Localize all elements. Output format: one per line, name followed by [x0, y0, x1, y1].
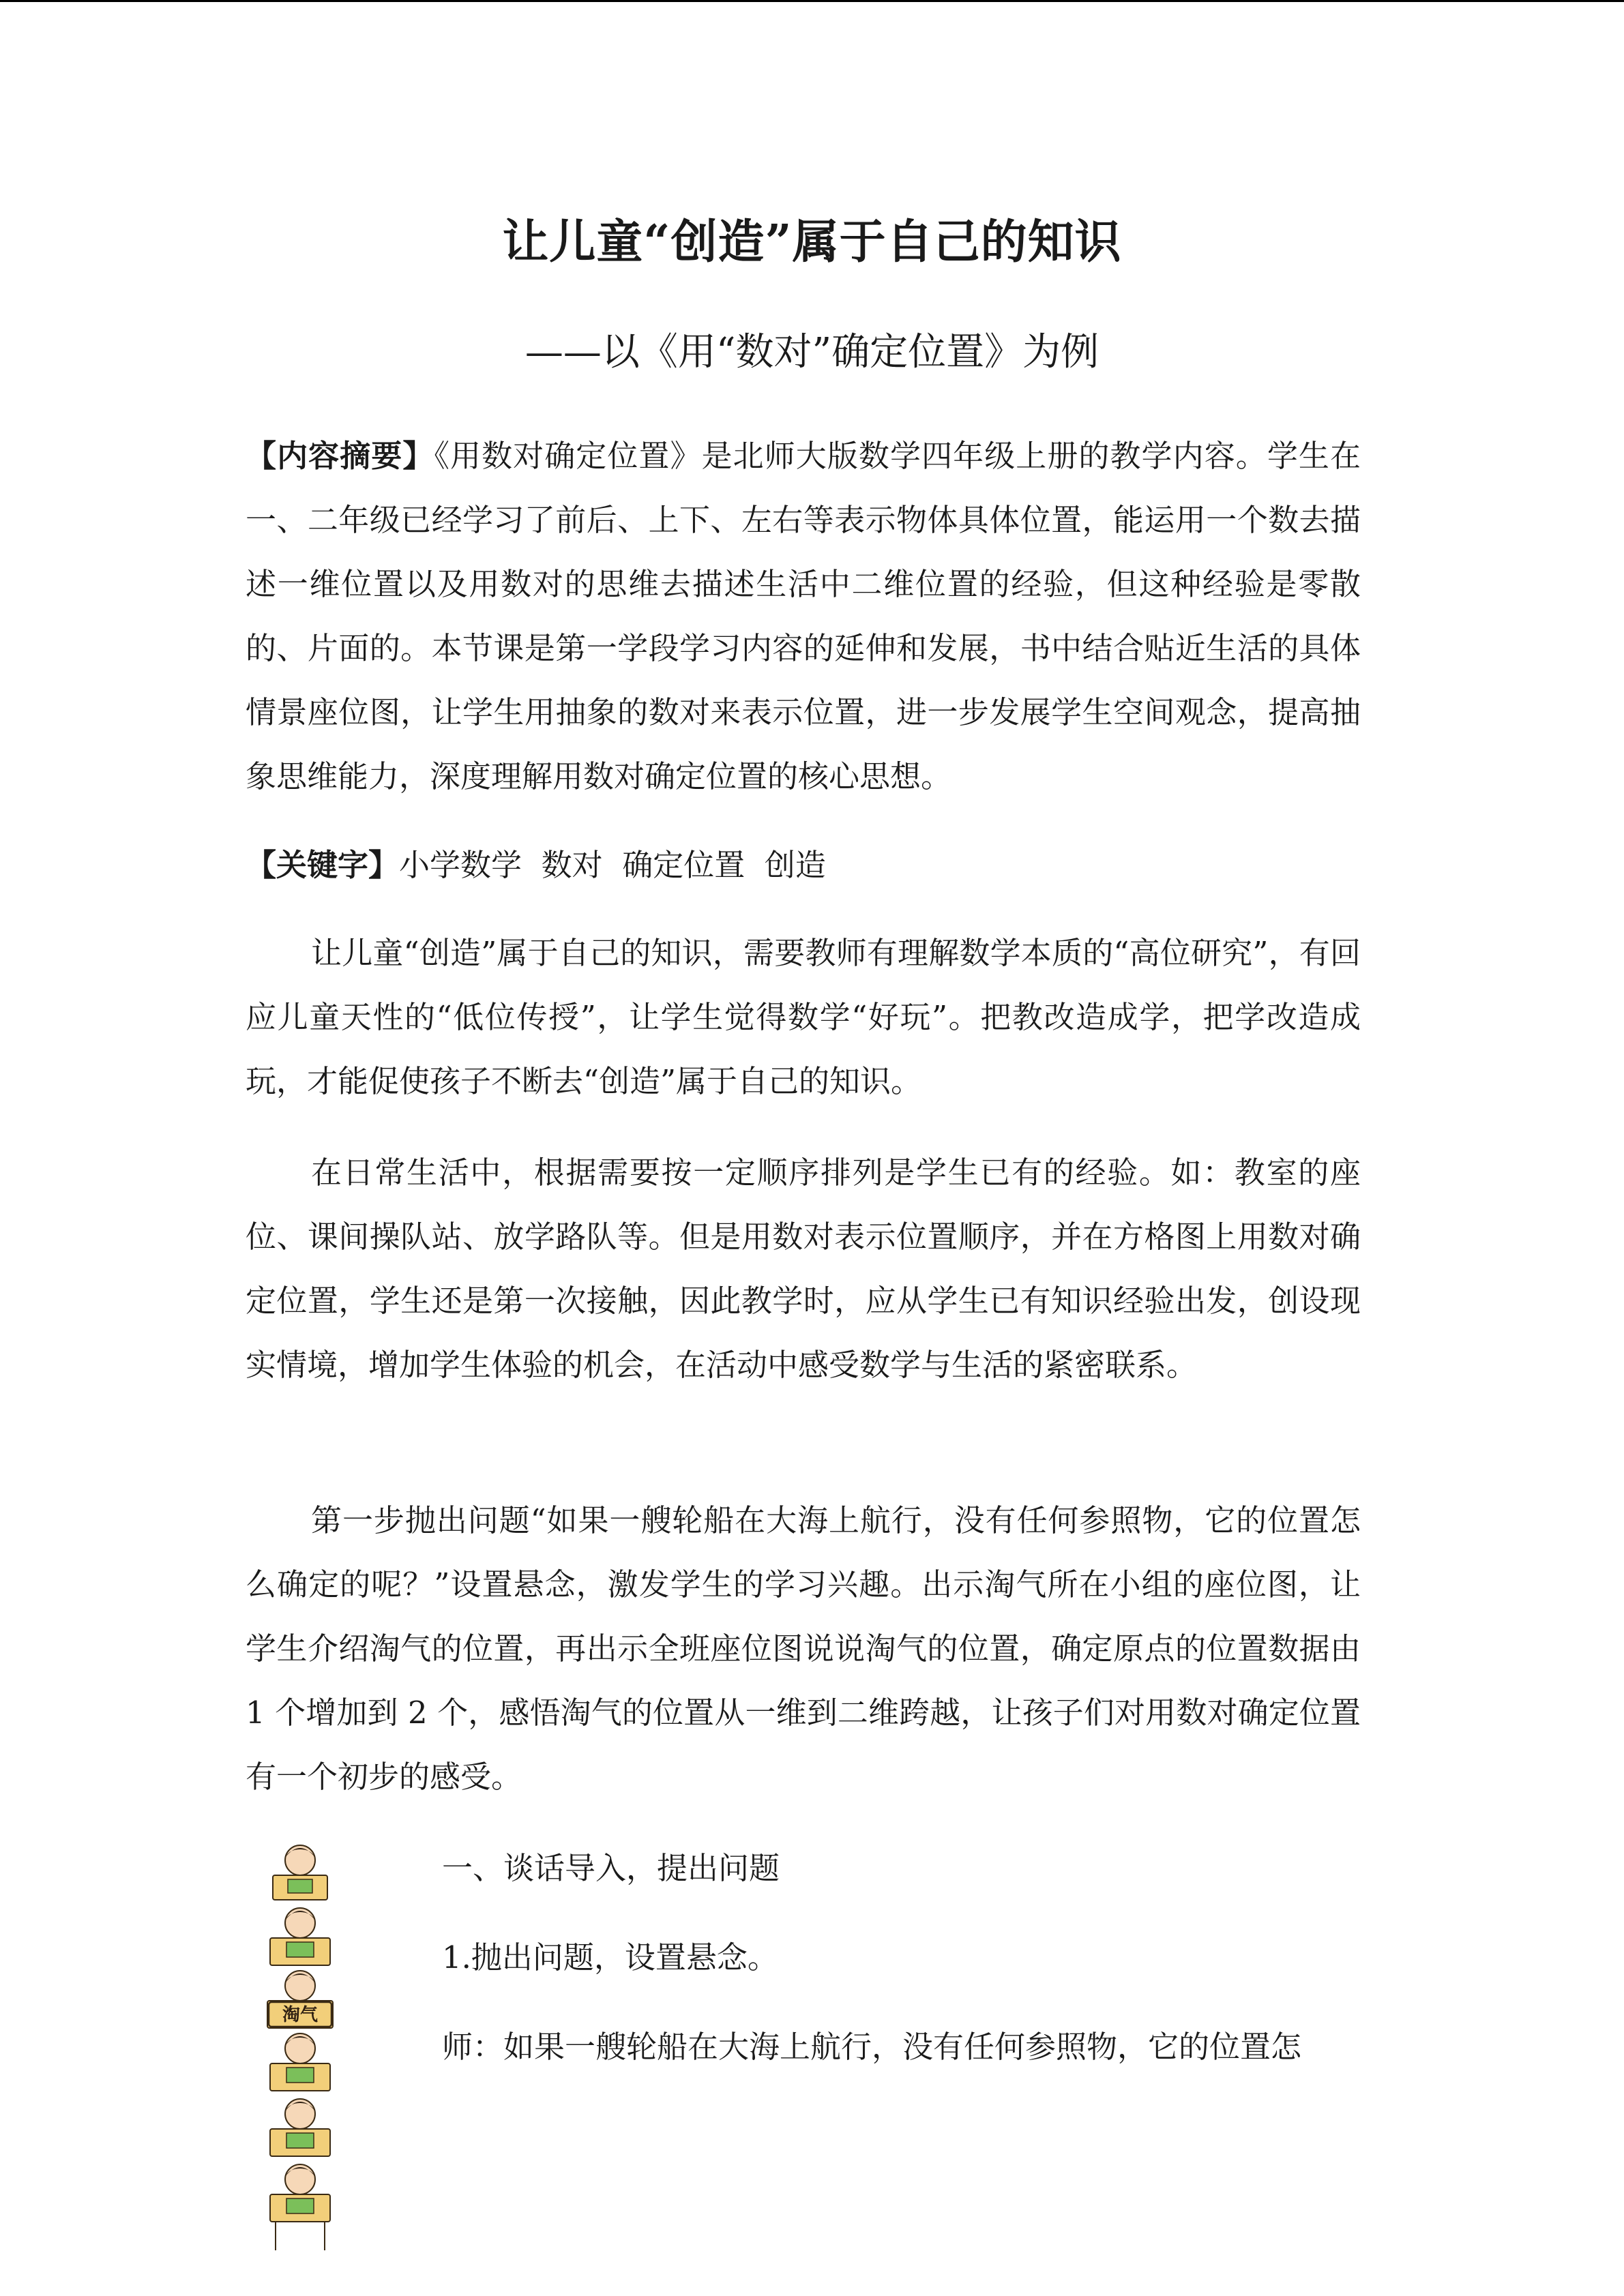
- keywords-text: 小学数学 数对 确定位置 创造: [399, 847, 826, 883]
- body-paragraph-1: 让儿童“创造”属于自己的知识，需要教师有理解数学本质的“高位研究”，有回应儿童天性的“低位传授”，让学生觉得数学“好玩”。把教改造成学，把学改造成玩，才能促使孩子不断去“创造”属于自己的知识。: [246, 935, 1361, 1099]
- student-figure-6: [270, 2164, 330, 2222]
- keywords-label: 【关键字】: [246, 847, 400, 883]
- document-title: 让儿童“创造”属于自己的知识: [502, 215, 1122, 269]
- student-figure-5: [270, 2099, 330, 2156]
- abstract-label: 【内容摘要】: [246, 438, 434, 474]
- desk-legs: [276, 2222, 325, 2250]
- keywords-paragraph: [246, 833, 1361, 897]
- document-subtitle: ——以《用“数对”确定位置》为例: [525, 330, 1099, 374]
- section-step: 1.抛出问题，设置悬念。: [442, 1939, 778, 1976]
- student-figure-1: [273, 1845, 327, 1900]
- section-heading: 一、谈话导入，提出问题: [442, 1850, 780, 1886]
- student-figure-2: [270, 1908, 330, 1965]
- abstract-text: 《用数对确定位置》是北师大版数学四年级上册的教学内容。学生在一、二年级已经学习了前后、上下、左右等表示物体具体位置，能运用一个数去描述一维位置以及用数对的思维去描述生活中二维位置的经验，但这种经验是零散的、片面的。本节课是第一学段学习内容的延伸和发展，书中结合贴近生活的具体情景座位图，让学生用抽象的数对来表示位置，进一步发展学生空间观念，提高抽象思维能力，深度理解用数对确定位置的核心思想。: [246, 438, 1361, 794]
- body-paragraph-3: 第一步抛出问题“如果一艘轮船在大海上航行，没有任何参照物，它的位置怎么确定的呢？”设置悬念，激发学生的学习兴趣。出示淘气所在小组的座位图，让学生介绍淘气的位置，再出示全班座位图说说淘气的位置，确定原点的位置数据由 1 个增加到 2 个，感悟淘气的位置从一维到二维跨越，让孩子们对用数对确定位置有一个初步的感受。: [246, 1502, 1361, 1795]
- body-paragraph-2: 在日常生活中，根据需要按一定顺序排列是学生已有的经验。如：教室的座位、课间操队站、放学路队等。但是用数对表示位置顺序，并在方格图上用数对确定位置，学生还是第一次接触，因此教学时，应从学生已有知识经验出发，创设现实情境，增加学生体验的机会，在活动中感受数学与生活的紧密联系。: [246, 1154, 1361, 1383]
- abstract-paragraph: [246, 424, 1361, 809]
- taoqi-label: 淘气: [282, 2005, 319, 2025]
- top-border-line: [0, 0, 1624, 2]
- student-figure-4: [270, 2033, 330, 2091]
- seating-column-illustration: [246, 1841, 355, 2278]
- section-dialogue: 师：如果一艘轮船在大海上航行，没有任何参照物，它的位置怎: [442, 2029, 1302, 2065]
